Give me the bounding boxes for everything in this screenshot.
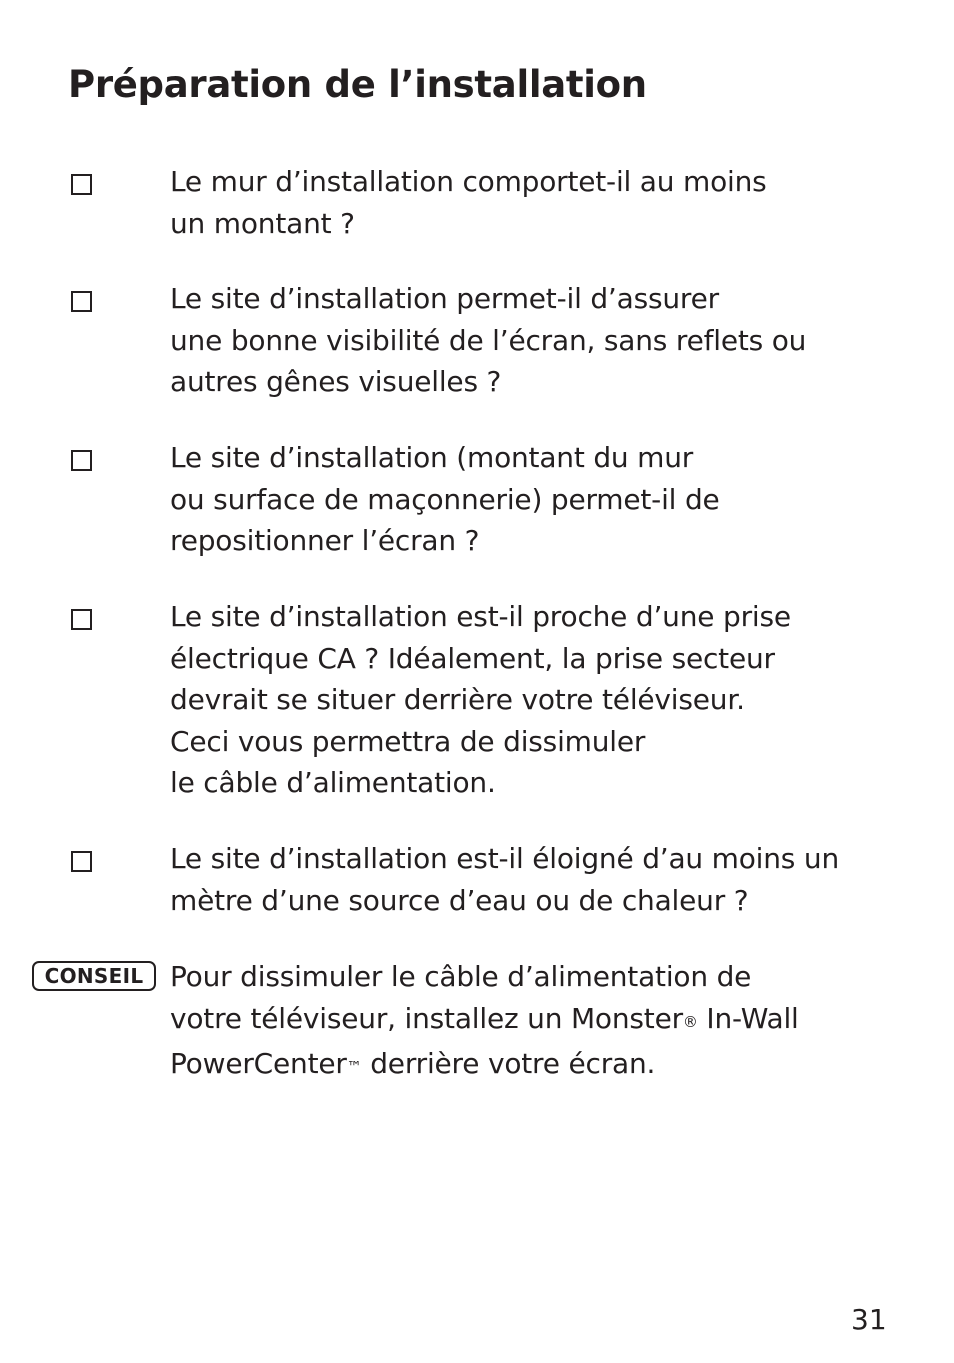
text-line: le câble d’alimentation. bbox=[170, 766, 496, 799]
text-line: Le site d’installation est-il éloigné d’au moins un bbox=[170, 842, 839, 875]
checkbox[interactable] bbox=[71, 291, 92, 312]
checkbox[interactable] bbox=[71, 174, 92, 195]
tip-line-3-text: PowerCenter bbox=[170, 1047, 347, 1080]
page-number: 31 bbox=[851, 1303, 887, 1336]
text-line: Le site d’installation est-il proche d’une prise bbox=[170, 600, 791, 633]
registered-mark: ® bbox=[682, 1012, 698, 1031]
text-line: électrique CA ? Idéalement, la prise secteur bbox=[170, 641, 775, 675]
checklist-item-text bbox=[170, 596, 860, 804]
checkbox[interactable] bbox=[71, 609, 92, 630]
checklist-item-text bbox=[170, 437, 860, 562]
tip-line-2-text: votre téléviseur, installez un Monster bbox=[170, 1001, 683, 1035]
text-line: Le site d’installation (montant du mur bbox=[170, 441, 694, 474]
tip-line-3 bbox=[170, 1043, 860, 1089]
tip-line-2-end: In-Wall bbox=[697, 1001, 799, 1035]
tip-text bbox=[170, 956, 860, 1089]
trademark-mark: ™ bbox=[346, 1058, 362, 1076]
text-line: un montant ? bbox=[170, 206, 355, 240]
checklist-item-text bbox=[170, 161, 860, 244]
checkbox[interactable] bbox=[71, 450, 92, 471]
checklist-item-text bbox=[170, 838, 860, 921]
checklist-item-text bbox=[170, 278, 860, 403]
text-line: ou surface de maçonnerie) permet-il de bbox=[170, 482, 720, 516]
text-line: devrait se situer derrière votre téléviseur. bbox=[170, 683, 745, 716]
text-line: mètre d’une source d’eau ou de chaleur ? bbox=[170, 883, 749, 917]
tip-line-1: Pour dissimuler le câble d’alimentation de bbox=[170, 960, 752, 993]
text-line: Le site d’installation permet-il d’assurer bbox=[170, 282, 719, 315]
text-line: autres gênes visuelles ? bbox=[170, 365, 502, 398]
text-line: repositionner l’écran ? bbox=[170, 524, 480, 557]
tip-line-2 bbox=[170, 998, 860, 1044]
text-line: Le mur d’installation comportet-il au moins bbox=[170, 165, 767, 198]
tip-line-3-end: derrière votre écran. bbox=[361, 1047, 656, 1080]
text-line: une bonne visibilité de l’écran, sans reflets ou bbox=[170, 323, 807, 357]
page-title: Préparation de l’installation bbox=[68, 63, 647, 106]
checkbox[interactable] bbox=[71, 851, 92, 872]
text-line: Ceci vous permettra de dissimuler bbox=[170, 724, 646, 758]
tip-badge: CONSEIL bbox=[32, 961, 156, 991]
